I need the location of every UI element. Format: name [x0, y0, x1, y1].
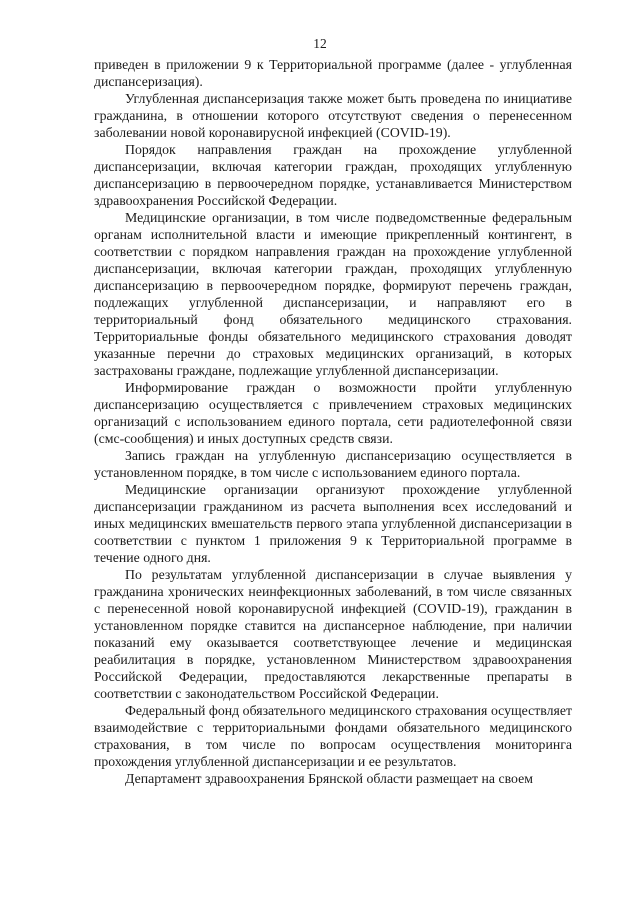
paragraph: Федеральный фонд обязательного медицинского страхования осуществляет взаимодействие с территориальными фондами обязательного медицинского страхования, в том числе по вопросам осуществления мониторинга прохождения углубленной диспансеризации и ее результатов. — [94, 703, 572, 769]
paragraph: Информирование граждан о возможности пройти углубленную диспансеризацию осуществляется с привлечением страховых медицинских организаций с использованием единого портала, сети радиотелефонной связи (смс-сообщения) и иных доступных средств связи. — [94, 380, 572, 446]
paragraph: Порядок направления граждан на прохождение углубленной диспансеризации, включая категории граждан, проходящих углубленную диспансеризацию в первоочередном порядке, устанавливается Министерством здравоохранения Российской Федерации. — [94, 142, 572, 208]
document-body — [94, 56, 572, 787]
page-number: 12 — [313, 36, 327, 51]
paragraph: По результатам углубленной диспансеризации в случае выявления у гражданина хронических неинфекционных заболеваний, в том числе связанных с перенесенной новой коронавирусной инфекцией (COVID-19), гражданин в установленном порядке ставится на диспансерное наблюдение, при наличии показаний ему оказывается соответствующее лечение и медицинская реабилитация в порядке, установленном Министерством здравоохранения Российской Федерации, предоставляются лекарственные препараты в соответствии с законодательством Российской Федерации. — [94, 567, 572, 701]
paragraph: приведен в приложении 9 к Территориальной программе (далее - углубленная диспансеризация). — [94, 57, 572, 89]
paragraph: Медицинские организации, в том числе подведомственные федеральным органам исполнительной власти и имеющие прикрепленный контингент, в соответствии с порядком направления граждан на прохождение углубленной диспансеризации, включая категории граждан, проходящих углубленную диспансеризацию в первоочередном порядке, формируют перечень граждан, подлежащих углубленной диспансеризации, и направляют его в территориальный фонд обязательного медицинского страхования. Территориальные фонды обязательного медицинского страхования доводят указанные перечни до страховых медицинских организаций, в которых застрахованы граждане, подлежащие углубленной диспансеризации. — [94, 210, 572, 378]
paragraph: Медицинские организации организуют прохождение углубленной диспансеризации гражданином из расчета выполнения всех исследований и иных медицинских вмешательств первого этапа углубленной диспансеризации в соответствии с пунктом 1 приложения 9 к Территориальной программе в течение одного дня. — [94, 482, 572, 565]
paragraph: Углубленная диспансеризация также может быть проведена по инициативе гражданина, в отношении которого отсутствуют сведения о перенесенном заболевании новой коронавирусной инфекцией (COVID-19). — [94, 91, 572, 140]
paragraph: Департамент здравоохранения Брянской области размещает на своем — [125, 771, 533, 786]
paragraph: Запись граждан на углубленную диспансеризацию осуществляется в установленном порядке, в том числе с использованием единого портала. — [94, 448, 572, 480]
